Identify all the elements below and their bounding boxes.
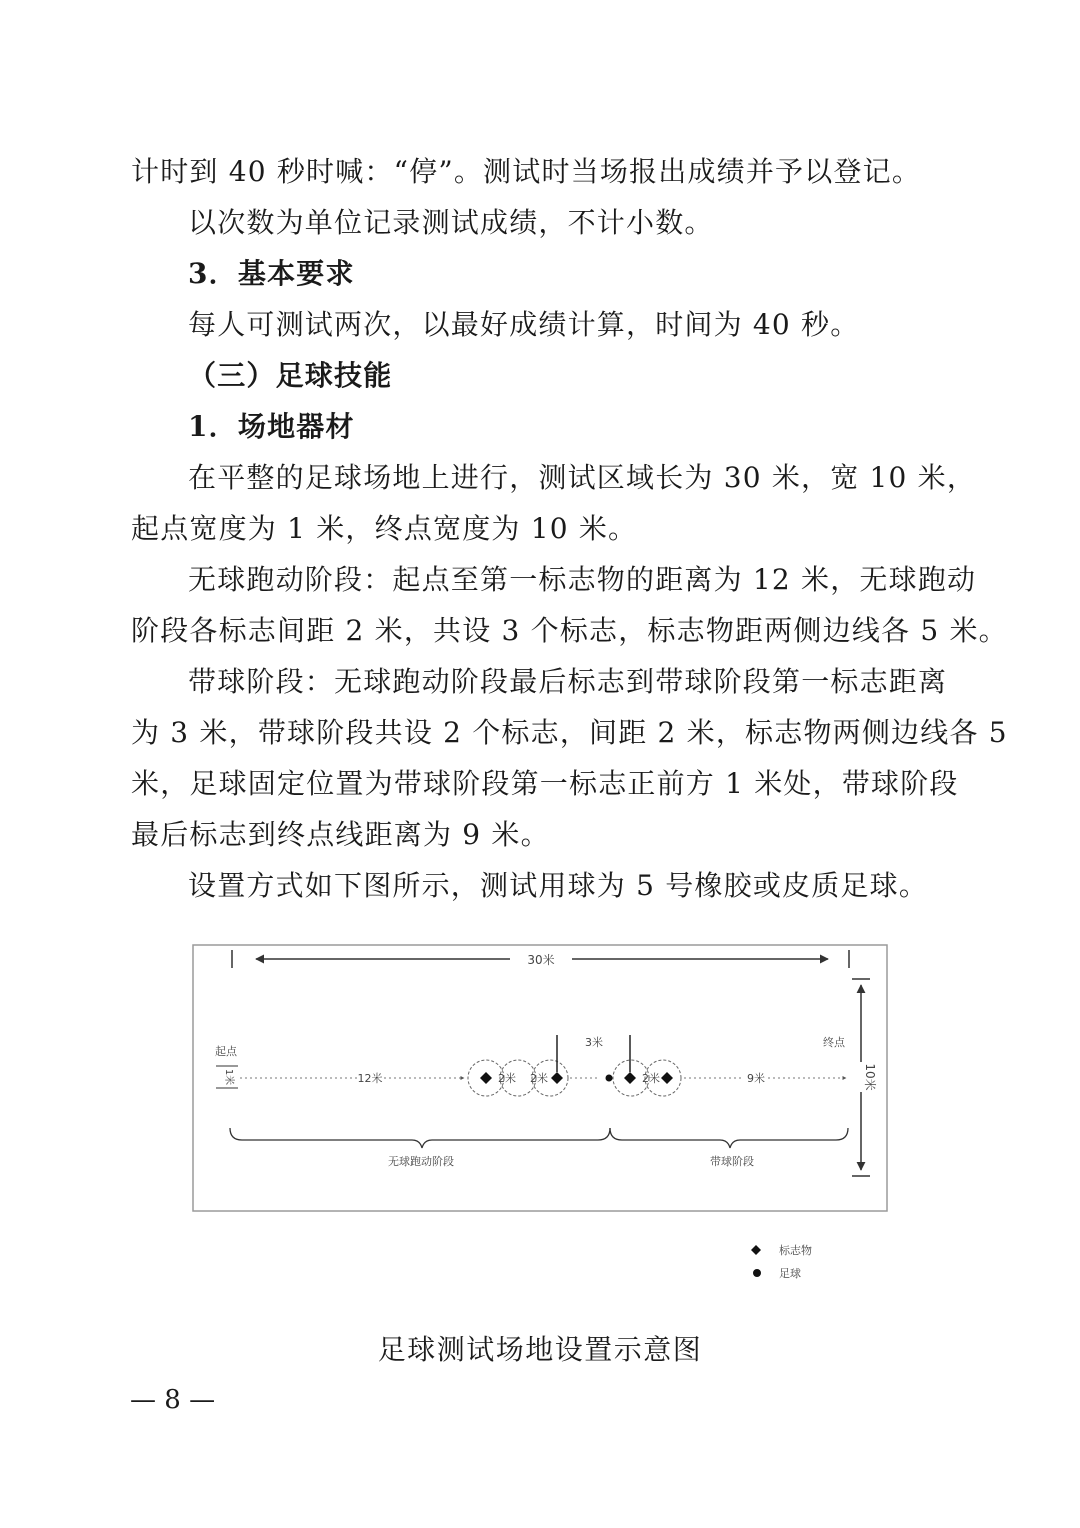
total-length-label: 30米 <box>527 953 555 967</box>
legend-marker-icon <box>751 1245 761 1255</box>
paragraph-text: 最后标志到终点线距离为 9 米。 <box>131 818 550 851</box>
page-number: — 8 — <box>130 1385 216 1415</box>
paragraph-text: 阶段各标志间距 2 米，共设 3 个标志，标志物距两侧边线各 5 米。 <box>131 614 1008 647</box>
start-width-label: 1米 <box>223 1068 234 1086</box>
legend-ball-label: 足球 <box>779 1267 801 1280</box>
legend-marker-label: 标志物 <box>779 1244 812 1257</box>
paragraph-text: 起点宽度为 1 米，终点宽度为 10 米。 <box>131 512 638 545</box>
phase-dribble-label: 带球阶段 <box>710 1155 754 1168</box>
phase-no-ball-label: 无球跑动阶段 <box>388 1155 454 1168</box>
finish-label: 终点 <box>823 1036 845 1049</box>
paragraph-text: 无球跑动阶段：起点至第一标志物的距离为 12 米，无球跑动 <box>188 563 977 596</box>
finish-width-label: 10米 <box>863 1063 877 1091</box>
paragraph-text: 带球阶段：无球跑动阶段最后标志到带球阶段第一标志距离 <box>188 665 948 698</box>
legend-ball-icon <box>753 1269 761 1277</box>
paragraph-text: 计时到 40 秒时喊：“停”。测试时当场报出成绩并予以登记。 <box>131 155 922 188</box>
section-heading: 1．场地器材 <box>188 410 355 443</box>
figure-caption: 足球测试场地设置示意图 <box>377 1333 703 1366</box>
section-heading: 3．基本要求 <box>188 257 355 290</box>
dist-12m-label: 12米 <box>357 1072 383 1085</box>
dist-9m-label: 9米 <box>747 1072 765 1085</box>
paragraph-text: 设置方式如下图所示，测试用球为 5 号橡胶或皮质足球。 <box>188 869 929 902</box>
gap-3m-label: 3米 <box>585 1036 603 1049</box>
gap-2m-label: 2米 <box>530 1072 548 1085</box>
paragraph-text: 以次数为单位记录测试成绩，不计小数。 <box>188 206 714 239</box>
gap-2m-label: 2米 <box>498 1072 516 1085</box>
gap-2m-label: 2米 <box>642 1072 660 1085</box>
start-label: 起点 <box>215 1045 237 1058</box>
paragraph-text: 为 3 米，带球阶段共设 2 个标志，间距 2 米，标志物两侧边线各 5 <box>131 716 1008 749</box>
paragraph-text: 在平整的足球场地上进行，测试区域长为 30 米，宽 10 米， <box>188 461 977 494</box>
soccer-ball <box>606 1075 613 1082</box>
paragraph-text: 每人可测试两次，以最好成绩计算，时间为 40 秒。 <box>188 308 860 341</box>
paragraph-text: 米，足球固定位置为带球阶段第一标志正前方 1 米处，带球阶段 <box>131 767 959 800</box>
section-heading: （三）足球技能 <box>188 359 393 392</box>
